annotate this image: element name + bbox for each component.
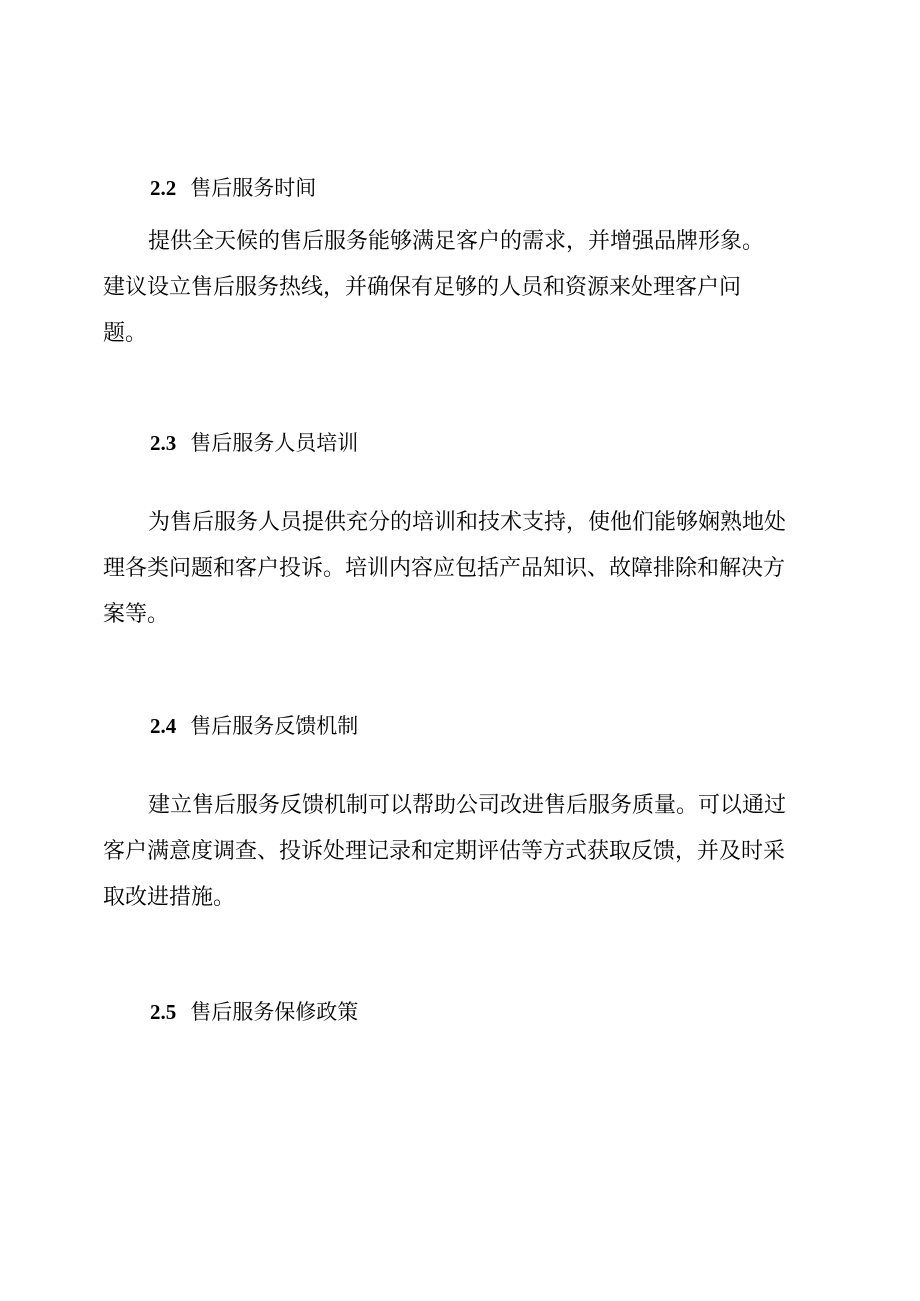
section-number: 2.5 (150, 1000, 177, 1024)
paragraph-line: 建立售后服务反馈机制可以帮助公司改进售后服务质量。可以通过 (148, 793, 787, 818)
section-number: 2.4 (150, 714, 177, 738)
paragraph-line: 案等。 (103, 602, 170, 627)
section-title: 售后服务人员培训 (190, 431, 359, 455)
section-heading-2-4 (150, 711, 358, 741)
paragraph-line: 题。 (103, 321, 148, 346)
section-paragraph-2-3 (103, 500, 823, 638)
section-title: 售后服务时间 (190, 176, 317, 200)
section-heading-2-3 (150, 428, 358, 458)
section-title: 售后服务反馈机制 (190, 714, 359, 738)
section-number: 2.3 (150, 431, 177, 455)
paragraph-line: 客户满意度调查、投诉处理记录和定期评估等方式获取反馈，并及时采 (103, 839, 786, 864)
paragraph-line: 建议设立售后服务热线，并确保有足够的人员和资源来处理客户问 (103, 275, 742, 300)
section-paragraph-2-4 (103, 783, 823, 921)
section-heading-2-5 (150, 997, 358, 1027)
section-heading-2-2 (150, 173, 316, 203)
section-number: 2.2 (150, 176, 177, 200)
section-paragraph-2-2 (103, 219, 823, 357)
paragraph-line: 理各类问题和客户投诉。培训内容应包括产品知识、故障排除和解决方 (103, 556, 786, 581)
paragraph-line: 为售后服务人员提供充分的培训和技术支持，使他们能够娴熟地处 (148, 510, 787, 535)
paragraph-line: 提供全天候的售后服务能够满足客户的需求，并增强品牌形象。 (148, 229, 765, 254)
section-title: 售后服务保修政策 (190, 1000, 359, 1024)
paragraph-line: 取改进措施。 (103, 885, 236, 910)
